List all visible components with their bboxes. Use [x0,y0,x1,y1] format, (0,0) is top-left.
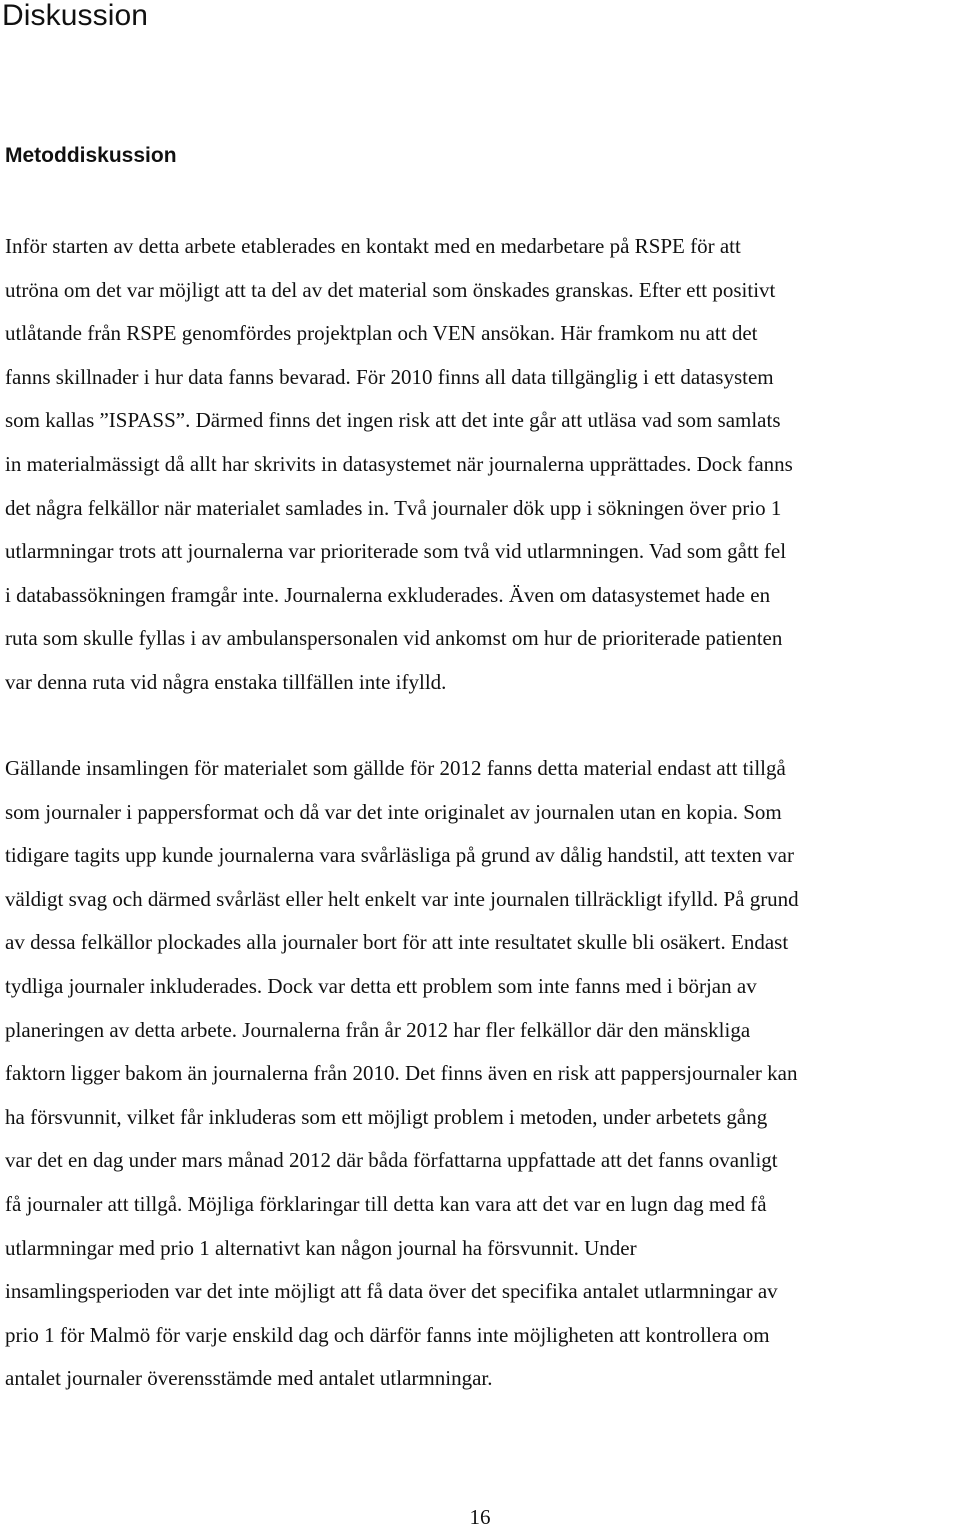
text-line: det några felkällor när materialet samlades in. Två journaler dök upp i sökningen över prio 1 [5,495,782,520]
text-line: väldigt svag och därmed svårläst eller helt enkelt var inte journalen tillräckligt ifylld. På grund [5,886,799,911]
text-line: utlarmningar med prio 1 alternativt kan någon journal ha försvunnit. Under [5,1235,637,1260]
text-line: Inför starten av detta arbete etablerades en kontakt med en medarbetare på RSPE för att [5,234,741,258]
paragraph-2 [5,747,799,1401]
text-line: utlåtande från RSPE genomfördes projektplan och VEN ansökan. Här framkom nu att det [5,321,758,346]
page-number: 16 [469,1505,491,1529]
text-line: i databassökningen framgår inte. Journalerna exkluderades. Även om datasystemet hade en [5,582,771,607]
text-line: utlarmningar trots att journalerna var prioriterade som två vid utlarmningen. Vad som gått fel [5,539,787,564]
text-line: få journaler att tillgå. Möjliga förklaringar till detta kan vara att det var en lugn dag med få [5,1191,767,1216]
text-line: tydliga journaler inkluderades. Dock var detta ett problem som inte fanns med i början av [5,973,757,998]
text-line: utröna om det var möjligt att ta del av det material som önskades granskas. Efter ett positivt [5,277,776,302]
text-line: ruta som skulle fyllas i av ambulanspersonalen vid ankomst om hur de prioriterade patienten [5,626,783,651]
text-line: som kallas ”ISPASS”. Därmed finns det ingen risk att det inte går att utläsa vad som samlats [5,408,781,433]
text-line: fanns skillnader i hur data fanns bevarad. För 2010 finns all data tillgänglig i ett datasystem [5,364,774,389]
text-line: var denna ruta vid några enstaka tillfällen inte ifylld. [5,669,447,694]
page-title: Diskussion [2,0,149,32]
text-line: planeringen av detta arbete. Journalerna från år 2012 har fler felkällor där den mänskliga [5,1017,751,1042]
text-line: insamlingsperioden var det inte möjligt att få data över det specifika antalet utlarmningar av [5,1279,778,1304]
paragraph-1 [5,225,793,705]
text-line: av dessa felkällor plockades alla journaler bort för att inte resultatet skulle bli osäkert. Endast [5,930,789,955]
text-line: ha försvunnit, vilket får inkluderas som ett möjligt problem i metoden, under arbetets gång [5,1104,768,1129]
text-line: som journaler i pappersformat och då var det inte originalet av journalen utan en kopia. Som [5,799,782,824]
text-line: tidigare tagits upp kunde journalerna vara svårläsliga på grund av dålig handstil, att texten var [5,843,794,868]
text-line: in materialmässigt då allt har skrivits in datasystemet när journalerna upprättades. Dock fanns [5,451,793,476]
section-heading: Metoddiskussion [5,144,177,167]
text-line: var det en dag under mars månad 2012 där båda författarna uppfattade att det fanns ovanligt [5,1148,778,1173]
text-line: antalet journaler överensstämde med antalet utlarmningar. [5,1366,493,1391]
text-line: Gällande insamlingen för materialet som gällde för 2012 fanns detta material endast att tillgå [5,756,786,780]
text-line: prio 1 för Malmö för varje enskild dag och därför fanns inte möjligheten att kontrollera om [5,1322,770,1347]
text-line: faktorn ligger bakom än journalerna från 2010. Det finns även en risk att pappersjournaler kan [5,1061,798,1086]
